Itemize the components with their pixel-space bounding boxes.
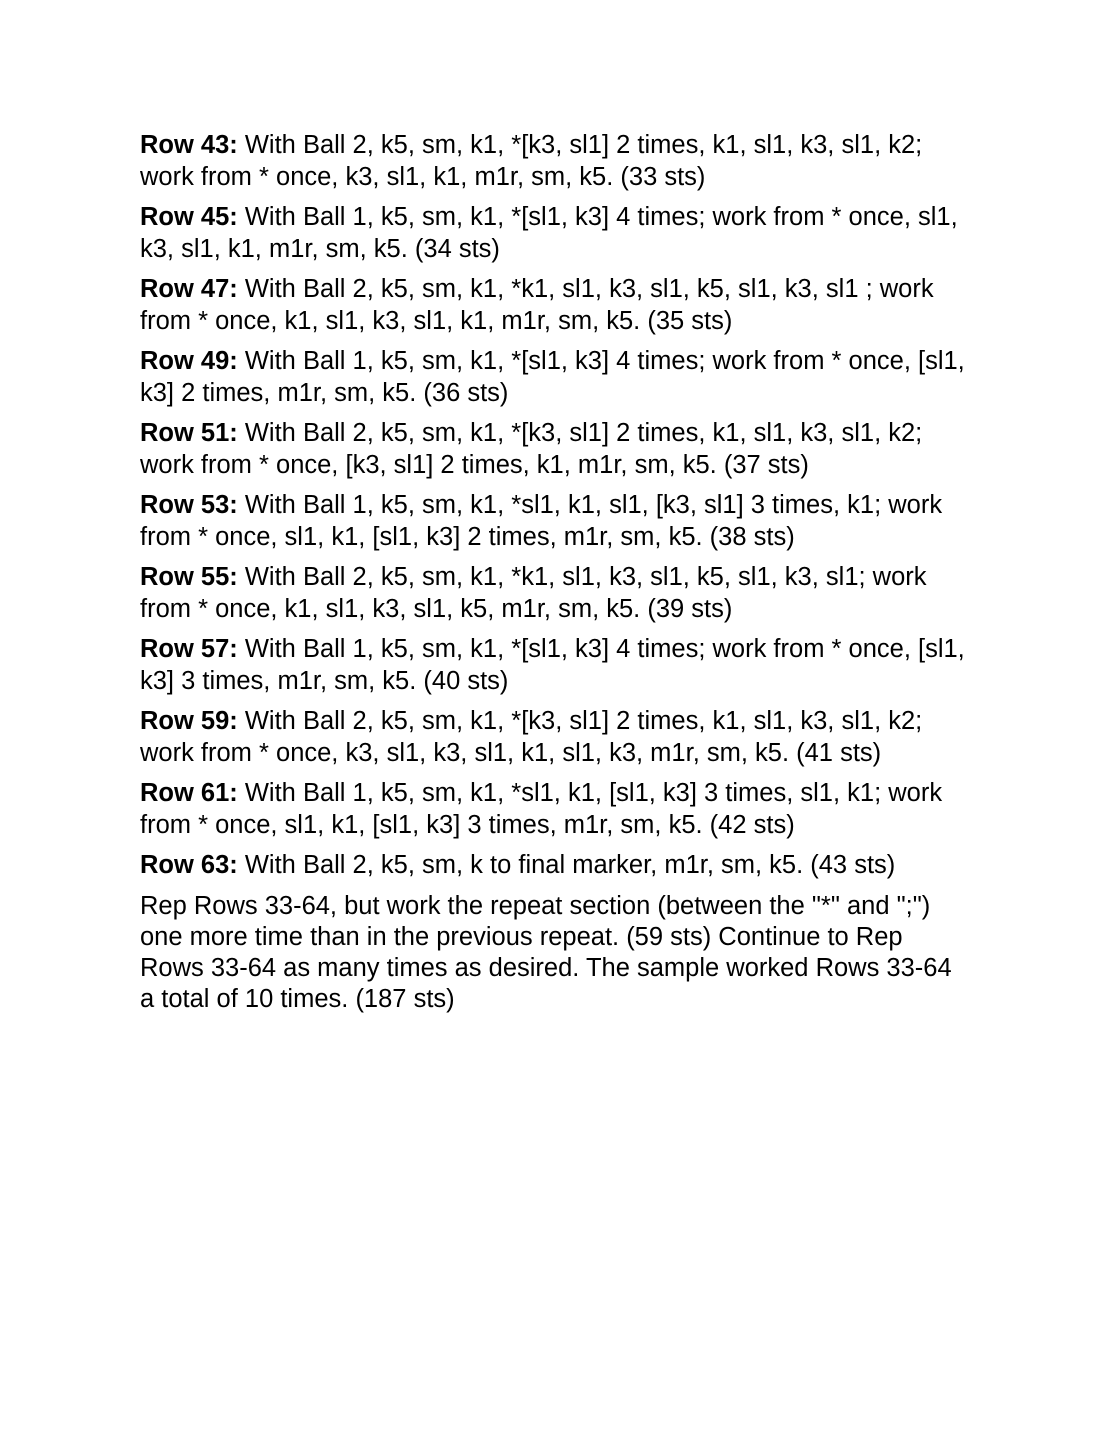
row-label: Row 63: [140, 851, 238, 879]
row-instructions: With Ball 2, k5, sm, k1, *k1, sl1, k3, sl1, k5, sl1, k3, sl1 ; work from * once, k1, sl1, k3, sl1, k1, m1r, sm, k5. (35 sts) [140, 275, 934, 335]
pattern-row-43 [140, 129, 970, 193]
row-instructions: With Ball 2, k5, sm, k1, *[k3, sl1] 2 times, k1, sl1, k3, sl1, k2; work from * once, [k3, sl1] 2 times, k1, m1r, sm, k5. (37 sts) [140, 419, 923, 479]
row-instructions: With Ball 2, k5, sm, k1, *k1, sl1, k3, sl1, k5, sl1, k3, sl1; work from * once, k1, sl1, k3, sl1, k5, m1r, sm, k5. (39 sts) [140, 563, 927, 623]
pattern-row-51 [140, 417, 970, 481]
row-instructions: With Ball 2, k5, sm, k1, *[k3, sl1] 2 times, k1, sl1, k3, sl1, k2; work from * once, k3, sl1, k1, m1r, sm, k5. (33 sts) [140, 131, 923, 191]
pattern-row-63 [140, 849, 970, 881]
pattern-row-47 [140, 273, 970, 337]
pattern-row-53 [140, 489, 970, 553]
pattern-row-55 [140, 561, 970, 625]
row-label: Row 45: [140, 203, 238, 231]
repeat-instructions: Rep Rows 33-64, but work the repeat section (between the "*" and ";") one more time than in the previous repeat. (59 sts) Continue to Rep Rows 33-64 as many times as desired. The sample worked Rows 33-64 a total of 10 times. (187 sts) [140, 892, 952, 1013]
row-label: Row 49: [140, 347, 238, 375]
row-instructions: With Ball 2, k5, sm, k1, *[k3, sl1] 2 times, k1, sl1, k3, sl1, k2; work from * once, k3, sl1, k3, sl1, k1, sl1, k3, m1r, sm, k5. (41 sts) [140, 707, 923, 767]
row-label: Row 47: [140, 275, 238, 303]
pattern-row-45 [140, 201, 970, 265]
row-instructions: With Ball 1, k5, sm, k1, *sl1, k1, sl1, [k3, sl1] 3 times, k1; work from * once, sl1, k1, [sl1, k3] 2 times, m1r, sm, k5. (38 sts) [140, 491, 943, 551]
row-label: Row 59: [140, 707, 238, 735]
row-label: Row 43: [140, 131, 238, 159]
row-instructions: With Ball 1, k5, sm, k1, *[sl1, k3] 4 times; work from * once, [sl1, k3] 2 times, m1r, sm, k5. (36 sts) [140, 347, 965, 407]
pattern-row-49 [140, 345, 970, 409]
row-label: Row 51: [140, 419, 238, 447]
row-instructions: With Ball 1, k5, sm, k1, *[sl1, k3] 4 times; work from * once, sl1, k3, sl1, k1, m1r, sm, k5. (34 sts) [140, 203, 958, 263]
pattern-row-57 [140, 633, 970, 697]
row-label: Row 57: [140, 635, 238, 663]
row-instructions: With Ball 1, k5, sm, k1, *sl1, k1, [sl1, k3] 3 times, sl1, k1; work from * once, sl1, k1, [sl1, k3] 3 times, m1r, sm, k5. (42 sts) [140, 779, 943, 839]
row-label: Row 61: [140, 779, 238, 807]
pattern-page [140, 129, 970, 1023]
row-label: Row 53: [140, 491, 238, 519]
row-label: Row 55: [140, 563, 238, 591]
pattern-row-61 [140, 777, 970, 841]
pattern-row-59 [140, 705, 970, 769]
row-instructions: With Ball 2, k5, sm, k to final marker, m1r, sm, k5. (43 sts) [237, 851, 896, 879]
row-instructions: With Ball 1, k5, sm, k1, *[sl1, k3] 4 times; work from * once, [sl1, k3] 3 times, m1r, sm, k5. (40 sts) [140, 635, 965, 695]
